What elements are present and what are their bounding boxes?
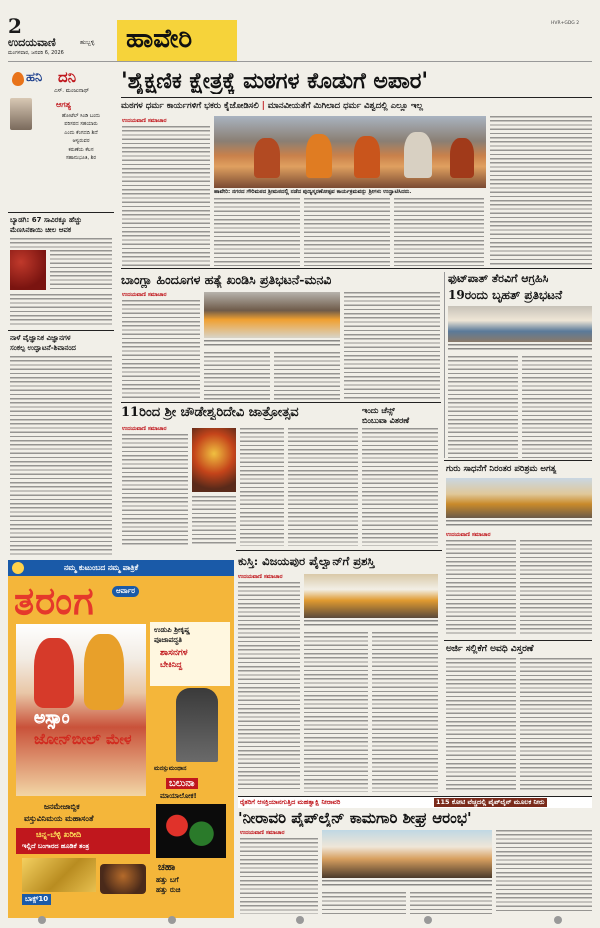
chain-headline-line1: ಇಂದು ಚೆನ್ಸ್	[362, 405, 395, 415]
tea-cup-photo	[100, 864, 146, 894]
bangla-column-1	[122, 300, 200, 400]
lead-rule	[121, 97, 592, 98]
jatrotsava-column-1	[122, 434, 188, 546]
lead-headline: 'ಶೈಕ್ಷಣಿಕ ಕ್ಷೇತ್ರಕ್ಕೆ ಮಠಗಳ ಕೊಡುಗೆ ಅಪಾರ'	[121, 68, 429, 94]
guru-headline: ಗುರು ಸಾಧನೆಗೆ ನಿರಂತರ ಪರಿಶ್ರಮ ಅಗತ್ಯ	[446, 464, 557, 474]
subheadline-left: ಮಠಗಳ ಧರ್ಮ ಕಾರ್ಯಗಳಿಗೆ ಭಕರು ಕೈಜೋಡಿಸಲಿ	[121, 101, 259, 111]
guru-photo	[446, 478, 592, 518]
photo-figure	[254, 138, 280, 178]
guru-bureau-line: ಉದಯವಾಣಿ ಸಮಾಚಾರ	[446, 532, 491, 538]
jatrotsava-headline: 11ರಿಂದ ಶ್ರೀ ಚೌಡೇಶ್ವರಿದೇವಿ ಜಾತ್ರೋತ್ಸವ	[121, 405, 299, 420]
jatrotsava-column-2	[192, 496, 236, 546]
sidebar-story2-title: ನಾಳೆ ವೈಜ್ಞಾನಿಕ ವಿಜ್ಞಾನಗಳ	[10, 334, 71, 342]
taranga-ad[interactable]	[8, 560, 234, 918]
footpath-headline-line2: 19ರಂದು ಬೃಹತ್ ಪ್ರತಿಭಟನೆ	[448, 288, 563, 302]
header-rule	[8, 61, 592, 62]
bangla-column-2	[204, 352, 270, 400]
mela-title-3: ಮೇಳ	[106, 732, 132, 748]
dancer-figure	[84, 634, 124, 710]
guru-column-2	[520, 540, 592, 636]
ad-brand: ತರಂಗ	[14, 578, 95, 623]
photo-figure	[306, 134, 332, 178]
photo-figure	[404, 132, 432, 178]
paper-name: ಉದಯವಾಣಿ	[8, 36, 56, 49]
manmatha-label: ಮನಸ್ಸುಮಂಥಾನ	[154, 765, 187, 772]
lead-bureau-line: ಉದಯವಾಣಿ ಸಮಾಚಾರ	[122, 118, 167, 124]
bottom-column-2	[322, 892, 406, 914]
lead-bottom-rule	[121, 268, 592, 269]
kusti-column-1	[238, 582, 300, 792]
poem-line: ಹೋಟೆಲ್ ಸಿಂಡಿ ಬಂದು	[61, 113, 101, 119]
bangla-column-4	[344, 292, 440, 400]
registration-mark	[424, 916, 432, 924]
center-line-2: ವಸ್ತುವಿನಿಮಯ ಮಹಾಸಂತೆ	[24, 814, 94, 823]
guru-rule	[444, 460, 592, 461]
page-number: 2	[8, 14, 22, 38]
chilli-photo	[10, 250, 46, 290]
ad-tagline: ನಮ್ಮ ಕುಟುಂಬದ ನಮ್ಮ ಪಾತ್ರಿಕೆ	[64, 563, 139, 572]
subheadline-separator: |	[261, 101, 268, 111]
footpath-photo	[448, 306, 592, 342]
arji-headline: ಅರ್ಜಿ ಸಲ್ಲಿಕೆಗೆ ಅವಧಿ ವಿಸ್ತರಣೆ	[446, 644, 534, 654]
udupi-label: ಉಡುಪಿ ಶ್ರೀಕೃಷ್ಣ	[154, 626, 190, 634]
center-line-1: ಜನಮೇಜಾಬ್ದಿಕ	[44, 802, 80, 811]
poem-line: ಕರುಣೆಯ ಕೆಲಸ	[68, 146, 94, 153]
lead-column-2	[214, 198, 300, 266]
kusti-photo	[304, 574, 438, 618]
chain-headline-line2: ಬಿಂಬುವಾ ವಿತರಣೆ	[362, 415, 410, 425]
jatrotsava-column-4	[288, 428, 358, 546]
drop-icon	[12, 72, 24, 86]
lead-photo-caption: ಹಾವೇರಿ: ನಗರದ ಗೌರಿಮಠದ ಶ್ರೀಮಠದಲ್ಲಿ ನಡೆದ ಪುಣ್ಯಸ್ಮರಣೋತ್ಸವ ಕಾರ್ಯಕ್ರಮವನ್ನು ಶ್ರೀಗಳು ಉದ್ಘಾಟಿಸಿದರು.	[214, 189, 412, 195]
date-line: ಮಂಗಳವಾರ, ಜನವರಿ 6, 2026	[8, 50, 64, 56]
registration-mark	[168, 916, 176, 924]
arji-column-1	[446, 658, 516, 792]
strap-left: ರೈತರಿಗೆ ಆಸಕ್ತಿಯಾನಗುತ್ತಿದ ಮಹತ್ವಾಕ್ಷಿ ನೀರಾವರಿ	[240, 798, 341, 806]
jatrotsava-column-5	[362, 428, 438, 546]
section-title: ಹಾವೇರಿ	[126, 24, 193, 54]
edition-tag: ಹುಬ್ಬಳ್ಳಿ	[80, 39, 95, 46]
poem-line: ಆಳ್ವರುವರ	[72, 138, 90, 145]
kusti-column-3	[372, 632, 438, 792]
price-badge: ಬಾಕ್ಸ್10	[22, 894, 51, 905]
sidebar-story1-body	[50, 250, 112, 292]
jatrotsava-bureau-line: ಉದಯವಾಣಿ ಸಮಾಚಾರ	[122, 426, 167, 432]
aaghatha-title: ಆಗತ್ಯ	[56, 100, 71, 109]
chaha-sub2: ಹತ್ತು ರುಚಿ	[156, 886, 181, 894]
chaha-sub1: ಹತ್ತು ಬಗೆ	[156, 876, 179, 884]
gold-subtitle: ಇಲ್ಲಿದೆ ಬಂಗಾರದ ಹೂಡಿಕೆ ತಂತ್ರ	[22, 842, 90, 850]
lead-subheadline	[121, 101, 596, 111]
footpath-vrule	[444, 272, 445, 458]
lead-column-5	[490, 116, 592, 266]
registration-mark	[554, 916, 562, 924]
honey-dani-column	[8, 66, 114, 212]
bottom-caption	[322, 880, 492, 888]
shasana2-label: ಬೇಕಿನಿದ್ದ	[160, 660, 183, 669]
lead-photo	[214, 116, 486, 188]
bottom-bureau-line: ಉದಯವಾಣಿ ಸಮಾಚಾರ	[240, 830, 285, 836]
dancer-figure	[34, 638, 74, 708]
footpath-column-1	[448, 356, 518, 458]
kusti-bureau-line: ಉದಯವಾಣಿ ಸಮಾಚಾರ	[238, 574, 283, 580]
mid-rule	[121, 402, 441, 403]
ad-logo-icon	[12, 562, 24, 574]
puja-label: ಪೂಜಾಪದ್ಧತಿ	[154, 636, 182, 644]
footpath-headline-line1: ಫುಟ್‌ಪಾತ್ ತೆರವಿಗೆ ಆಗ್ರಹಿಸಿ	[448, 272, 549, 285]
photo-figure	[450, 138, 474, 178]
page-code: HVR+GDG 2	[551, 21, 580, 26]
lead-column-3	[304, 198, 390, 266]
photo-figure	[354, 136, 380, 178]
registration-mark	[38, 916, 46, 924]
brand-dani: ದನಿ	[58, 68, 77, 86]
mela-title-1: ಅಸ್ಸಾಂ	[34, 708, 70, 728]
sidebar-story1-subtitle: ಮೆಣಸಿನಕಾಯಿ ಚೀಲ ಆವಕ	[10, 226, 72, 234]
bottom-column-4	[496, 830, 592, 914]
sidebar-story1-body2	[10, 294, 112, 326]
arji-column-2	[520, 658, 592, 792]
mela-title-2: ಜೋನ್‌ಬೀಲ್	[34, 730, 101, 748]
sidebar-divider	[8, 212, 114, 213]
gold-title: ಚಿನ್ನ-ಬೆಳ್ಳಿ ಖರೀದಿ	[36, 830, 82, 839]
bottom-photo	[322, 830, 492, 878]
bottom-headline: 'ನೀರಾವರಿ ಪೈಪ್‌ಲೈನ್ ಕಾಮಗಾರಿ ಶೀಘ್ರ ಆರಂಭ'	[238, 809, 472, 827]
sidebar-story1-text	[10, 238, 112, 248]
sidebar-story2-subtitle: ಸಂಕಲ್ಪ ಉದ್ಘಾಟನೆ-ಶಿವಾನಂದ	[10, 344, 76, 352]
sidebar-divider	[8, 330, 114, 331]
aaghatha-poem	[48, 112, 114, 162]
poem-line: ಪರಿಸರದ ಸಹಯಾರು	[64, 121, 98, 128]
bangla-headline: ಬಾಂಗ್ಲಾ ಹಿಂದೂಗಳ ಹತ್ಯೆ ಖಂಡಿಸಿ ಪ್ರತಿಭಟನೆ-ಮನವಿ	[121, 272, 332, 287]
guru-caption	[446, 520, 592, 528]
bangla-caption	[204, 340, 340, 348]
sidebar-story2-body	[10, 356, 112, 556]
page-header	[0, 0, 600, 62]
shasana-label: ಶಾಸನಗಳ	[160, 648, 188, 658]
kusti-caption	[304, 620, 438, 628]
arji-rule	[444, 640, 592, 641]
sidebar-author: ಎಸ್. ಮಂಜುನಾಥ್	[54, 88, 90, 94]
ad-brand-badge: ಆರ್ವಾರ	[112, 586, 139, 597]
kusti-rule	[236, 550, 442, 551]
baluna2-label: ಮಾಯಾಲೋಕ!	[160, 792, 197, 800]
bangla-column-3	[274, 352, 340, 400]
footpath-column-2	[522, 356, 592, 458]
guru-column-1	[446, 540, 516, 636]
poem-line: ಎಂದು ಕೆಂಗದದಿ ಶಿದೆ	[64, 129, 98, 136]
chaha-title: ಚಹಾ	[158, 862, 176, 873]
jatrotsava-column-3	[240, 428, 284, 546]
footpath-caption	[448, 344, 592, 352]
butterfly-photo	[156, 804, 226, 858]
subheadline-right: ಮಾನವೀಯತೆಗೆ ಮಿಗಿಲಾದ ಧರ್ಮ ವಿಶ್ವದಲ್ಲಿ ಎಲ್ಲೂ ಇಲ್ಲ	[267, 101, 423, 111]
lead-column-1	[122, 126, 210, 266]
bottom-column-1	[240, 838, 318, 914]
registration-mark	[296, 916, 304, 924]
sidebar-story1-title: ಬ್ಯಾಡಗಿ: 67 ಸಾವಿರಕ್ಕೂ ಹೆಚ್ಚು	[10, 216, 82, 224]
poem-line: ಸಹಾನುಭೂತಿ, ಶಿರ	[65, 155, 97, 162]
bottom-column-3	[410, 892, 492, 914]
lead-column-4	[394, 198, 484, 266]
bangla-photo	[204, 292, 340, 338]
inscription-stone-photo	[176, 688, 218, 762]
bangla-bureau-line: ಉದಯವಾಣಿ ಸಮಾಚಾರ	[122, 292, 167, 298]
baluna-label: ಬಲುನಾ	[166, 778, 198, 789]
goddess-photo	[192, 428, 236, 492]
kusti-headline: ಕುಸ್ತಿ: ವಿಜಯಪುರ ಪೈಲ್ವಾನ್‌ಗೆ ಪ್ರಶಸ್ತಿ	[238, 554, 375, 568]
gold-bars-photo	[22, 858, 96, 892]
strap-right: 115 ಕೋಟಿ ವೆಚ್ಚದಲ್ಲಿ ಪೈಪ್‌ಲೈನ್ ಮೂಲಕ ನೀರು	[436, 798, 545, 806]
kusti-column-2	[304, 632, 368, 792]
author-photo	[10, 98, 32, 130]
brand-ha: ಹನಿ	[26, 70, 43, 85]
